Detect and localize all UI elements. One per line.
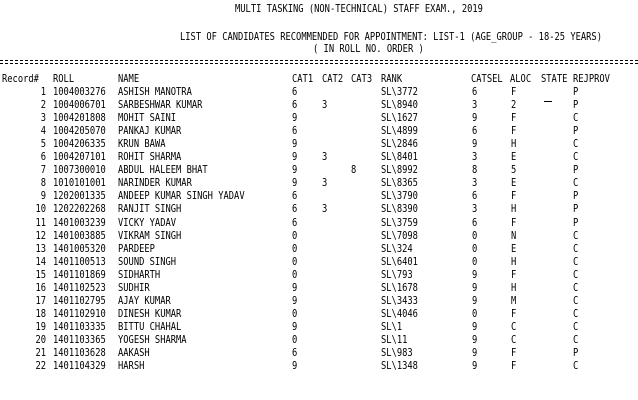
cell-roll: 1004003276 <box>53 87 106 98</box>
cell-roll: 1401103628 <box>53 348 106 359</box>
dashed-rule-top <box>0 60 638 62</box>
cell-record: 10 <box>35 204 46 216</box>
cell-roll: 1004206335 <box>53 139 106 151</box>
col-header-state: STATE <box>541 74 568 85</box>
cell-record: 20 <box>35 334 46 346</box>
cell-aloc: M <box>511 295 517 307</box>
cell-rejprov: C <box>573 334 579 346</box>
table-row <box>0 243 638 256</box>
cell-rank: SL\4046 <box>381 308 418 320</box>
cell-aloc: F <box>511 361 517 373</box>
cell-roll: 1401005320 <box>53 243 106 255</box>
col-header-cat2: CAT2 <box>322 74 344 85</box>
cell-aloc: H <box>511 139 517 151</box>
cell-cat1: 9 <box>292 282 298 294</box>
cell-aloc: E <box>511 243 517 255</box>
cell-cat2: 3 <box>322 204 328 216</box>
cell-rejprov: P <box>573 126 579 138</box>
cell-name: SUDHIR <box>118 282 150 294</box>
cell-roll: 1202202268 <box>53 204 106 216</box>
cell-cat1: 0 <box>292 256 298 268</box>
table-row <box>0 112 638 125</box>
cell-cat3: 8 <box>351 165 357 177</box>
cell-cat1: 0 <box>292 269 298 281</box>
cell-rank: SL\8940 <box>381 100 418 112</box>
cell-record: 19 <box>35 321 46 333</box>
cell-rank: SL\983 <box>381 348 413 359</box>
cell-roll: 1401102910 <box>53 308 106 320</box>
cell-catsel: 6 <box>472 191 478 203</box>
cell-rank: SL\3433 <box>381 295 418 307</box>
state-dash-mark <box>544 101 552 102</box>
cell-catsel: 9 <box>472 295 478 307</box>
cell-aloc: H <box>511 282 517 294</box>
cell-record: 15 <box>35 269 46 281</box>
cell-name: HARSH <box>118 361 145 373</box>
col-header-catsel: CATSEL <box>471 74 503 85</box>
cell-rejprov: C <box>573 139 579 151</box>
cell-record: 6 <box>40 152 46 164</box>
order-note: ( IN ROLL NO. ORDER ) <box>313 44 424 55</box>
cell-record: 14 <box>35 256 46 268</box>
cell-aloc: N <box>511 230 517 242</box>
cell-rank: SL\3790 <box>381 191 418 203</box>
cell-cat1: 0 <box>292 230 298 242</box>
cell-catsel: 9 <box>472 361 478 373</box>
cell-aloc: E <box>511 152 517 164</box>
cell-cat2: 3 <box>322 100 328 112</box>
cell-aloc: F <box>511 113 517 125</box>
cell-name: YOGESH SHARMA <box>118 334 187 346</box>
cell-aloc: F <box>511 191 517 203</box>
cell-cat1: 6 <box>292 204 298 216</box>
cell-roll: 1004205070 <box>53 126 106 138</box>
cell-rejprov: P <box>573 100 579 112</box>
cell-rank: SL\8390 <box>381 204 418 216</box>
cell-roll: 1004207101 <box>53 152 106 164</box>
cell-catsel: 3 <box>472 100 478 112</box>
table-row <box>0 190 638 203</box>
cell-roll: 1202001335 <box>53 191 106 203</box>
cell-rank: SL\2846 <box>381 139 418 151</box>
cell-cat1: 6 <box>292 217 298 229</box>
col-header-aloc: ALOC <box>510 74 532 85</box>
cell-cat1: 9 <box>292 178 298 190</box>
cell-rejprov: P <box>573 217 579 229</box>
cell-roll: 1401103365 <box>53 334 106 346</box>
cell-rejprov: C <box>573 230 579 242</box>
table-row <box>0 138 638 151</box>
table-row <box>0 308 638 321</box>
cell-cat1: 6 <box>292 100 298 112</box>
cell-aloc: C <box>511 321 517 333</box>
cell-record: 4 <box>40 126 46 138</box>
cell-name: AAKASH <box>118 348 150 359</box>
cell-aloc: 2 <box>511 100 517 112</box>
col-header-cat1: CAT1 <box>292 74 314 85</box>
cell-catsel: 9 <box>472 269 478 281</box>
cell-cat2: 3 <box>322 152 328 164</box>
col-header-name: NAME <box>118 74 140 85</box>
cell-rejprov: P <box>573 348 579 359</box>
table-row <box>0 282 638 295</box>
cell-cat1: 0 <box>292 308 298 320</box>
cell-rank: SL\3772 <box>381 87 418 98</box>
cell-record: 9 <box>40 191 46 203</box>
cell-rejprov: C <box>573 178 579 190</box>
cell-rejprov: C <box>573 361 579 373</box>
cell-rank: SL\1348 <box>381 361 418 373</box>
cell-catsel: 0 <box>472 256 478 268</box>
table-row <box>0 217 638 230</box>
cell-rank: SL\8401 <box>381 152 418 164</box>
cell-rejprov: C <box>573 269 579 281</box>
cell-name: NARINDER KUMAR <box>118 178 192 190</box>
cell-catsel: 0 <box>472 230 478 242</box>
cell-name: PARDEEP <box>118 243 155 255</box>
dashed-rule-bottom <box>0 63 638 65</box>
cell-record: 5 <box>40 139 46 151</box>
cell-rank: SL\793 <box>381 269 413 281</box>
table-row <box>0 125 638 138</box>
table-row <box>0 295 638 308</box>
cell-name: BITTU CHAHAL <box>118 321 182 333</box>
cell-record: 12 <box>35 230 46 242</box>
cell-rank: SL\3759 <box>381 217 418 229</box>
cell-rejprov: P <box>573 191 579 203</box>
col-header-rank: RANK <box>381 74 403 85</box>
table-row <box>0 334 638 347</box>
cell-record: 7 <box>40 165 46 177</box>
cell-rank: SL\8992 <box>381 165 418 177</box>
cell-rank: SL\1678 <box>381 282 418 294</box>
cell-aloc: F <box>511 348 517 359</box>
cell-roll: 1401003239 <box>53 217 106 229</box>
cell-cat1: 9 <box>292 321 298 333</box>
col-header-cat3: CAT3 <box>351 74 373 85</box>
cell-roll: 1010101001 <box>53 178 106 190</box>
exam-title: MULTI TASKING (NON-TECHNICAL) STAFF EXAM., 2019 <box>235 4 483 15</box>
cell-name: PANKAJ KUMAR <box>118 126 182 138</box>
col-header-rejprov: REJPROV <box>573 74 610 85</box>
cell-cat1: 6 <box>292 348 298 359</box>
cell-aloc: 5 <box>511 165 517 177</box>
cell-roll: 1401101869 <box>53 269 106 281</box>
cell-record: 1 <box>40 87 46 98</box>
cell-record: 11 <box>35 217 46 229</box>
cell-catsel: 0 <box>472 243 478 255</box>
cell-catsel: 9 <box>472 334 478 346</box>
cell-aloc: H <box>511 256 517 268</box>
col-header-record: Record# <box>2 74 39 85</box>
cell-record: 17 <box>35 295 46 307</box>
cell-name: ABDUL HALEEM BHAT <box>118 165 208 177</box>
cell-record: 18 <box>35 308 46 320</box>
cell-cat1: 9 <box>292 139 298 151</box>
cell-name: VICKY YADAV <box>118 217 177 229</box>
cell-catsel: 6 <box>472 126 478 138</box>
cell-roll: 1007300010 <box>53 165 106 177</box>
cell-name: KRUN BAWA <box>118 139 166 151</box>
table-row <box>0 360 638 373</box>
cell-catsel: 9 <box>472 139 478 151</box>
cell-catsel: 9 <box>472 113 478 125</box>
cell-cat1: 9 <box>292 361 298 373</box>
cell-name: SIDHARTH <box>118 269 161 281</box>
cell-cat1: 9 <box>292 165 298 177</box>
cell-catsel: 3 <box>472 178 478 190</box>
cell-catsel: 3 <box>472 152 478 164</box>
table-row <box>0 177 638 190</box>
cell-roll: 1401103335 <box>53 321 106 333</box>
cell-cat1: 6 <box>292 191 298 203</box>
cell-catsel: 9 <box>472 282 478 294</box>
cell-name: SOUND SINGH <box>118 256 177 268</box>
cell-aloc: F <box>511 217 517 229</box>
cell-rank: SL\7098 <box>381 230 418 242</box>
cell-cat1: 9 <box>292 295 298 307</box>
cell-rank: SL\4899 <box>381 126 418 138</box>
cell-aloc: F <box>511 269 517 281</box>
col-header-roll: ROLL <box>53 74 75 85</box>
table-row <box>0 151 638 164</box>
cell-catsel: 3 <box>472 204 478 216</box>
cell-aloc: C <box>511 334 517 346</box>
cell-record: 2 <box>40 100 46 112</box>
cell-catsel: 9 <box>472 321 478 333</box>
cell-cat1: 0 <box>292 243 298 255</box>
table-row <box>0 256 638 269</box>
cell-cat1: 6 <box>292 87 298 98</box>
cell-aloc: H <box>511 204 517 216</box>
cell-roll: 1401003885 <box>53 230 106 242</box>
cell-aloc: F <box>511 126 517 138</box>
cell-catsel: 9 <box>472 348 478 359</box>
cell-record: 22 <box>35 361 46 373</box>
cell-cat2: 3 <box>322 178 328 190</box>
cell-rejprov: C <box>573 295 579 307</box>
cell-rejprov: C <box>573 256 579 268</box>
cell-aloc: F <box>511 87 517 98</box>
cell-name: RANJIT SINGH <box>118 204 182 216</box>
cell-catsel: 0 <box>472 308 478 320</box>
table-row <box>0 269 638 282</box>
cell-rank: SL\1 <box>381 321 403 333</box>
cell-rejprov: C <box>573 113 579 125</box>
cell-record: 13 <box>35 243 46 255</box>
cell-roll: 1401104329 <box>53 361 106 373</box>
table-row <box>0 347 638 360</box>
cell-name: SARBESHWAR KUMAR <box>118 100 203 112</box>
cell-rejprov: C <box>573 321 579 333</box>
cell-roll: 1401102795 <box>53 295 106 307</box>
cell-record: 3 <box>40 113 46 125</box>
cell-rejprov: P <box>573 87 579 98</box>
cell-rejprov: C <box>573 152 579 164</box>
table-row <box>0 230 638 243</box>
cell-rejprov: P <box>573 165 579 177</box>
cell-record: 8 <box>40 178 46 190</box>
table-row <box>0 203 638 216</box>
cell-rejprov: C <box>573 308 579 320</box>
cell-name: AJAY KUMAR <box>118 295 171 307</box>
cell-rank: SL\324 <box>381 243 413 255</box>
cell-record: 21 <box>35 348 46 359</box>
cell-catsel: 8 <box>472 165 478 177</box>
cell-name: ROHIT SHARMA <box>118 152 182 164</box>
cell-name: MOHIT SAINI <box>118 113 177 125</box>
cell-aloc: E <box>511 178 517 190</box>
cell-cat1: 9 <box>292 113 298 125</box>
cell-name: DINESH KUMAR <box>118 308 182 320</box>
cell-cat1: 6 <box>292 126 298 138</box>
cell-rank: SL\8365 <box>381 178 418 190</box>
list-title: LIST OF CANDIDATES RECOMMENDED FOR APPOINTMENT: LIST-1 (AGE_GROUP - 18-25 YEARS) <box>180 32 602 43</box>
cell-rejprov: C <box>573 243 579 255</box>
cell-roll: 1401102523 <box>53 282 106 294</box>
table-row <box>0 99 638 112</box>
cell-name: ASHISH MANOTRA <box>118 87 192 98</box>
table-row <box>0 164 638 177</box>
table-row <box>0 321 638 334</box>
cell-rejprov: C <box>573 282 579 294</box>
cell-catsel: 6 <box>472 217 478 229</box>
cell-rank: SL\6401 <box>381 256 418 268</box>
cell-name: VIKRAM SINGH <box>118 230 182 242</box>
column-header-row <box>0 73 638 86</box>
cell-roll: 1401100513 <box>53 256 106 268</box>
cell-rank: SL\1627 <box>381 113 418 125</box>
cell-catsel: 6 <box>472 87 478 98</box>
table-row <box>0 86 638 99</box>
cell-roll: 1004006701 <box>53 100 106 112</box>
cell-record: 16 <box>35 282 46 294</box>
cell-aloc: F <box>511 308 517 320</box>
cell-rejprov: P <box>573 204 579 216</box>
cell-cat1: 9 <box>292 152 298 164</box>
cell-roll: 1004201808 <box>53 113 106 125</box>
cell-name: ANDEEP KUMAR SINGH YADAV <box>118 191 245 203</box>
cell-rank: SL\11 <box>381 334 408 346</box>
cell-cat1: 0 <box>292 334 298 346</box>
